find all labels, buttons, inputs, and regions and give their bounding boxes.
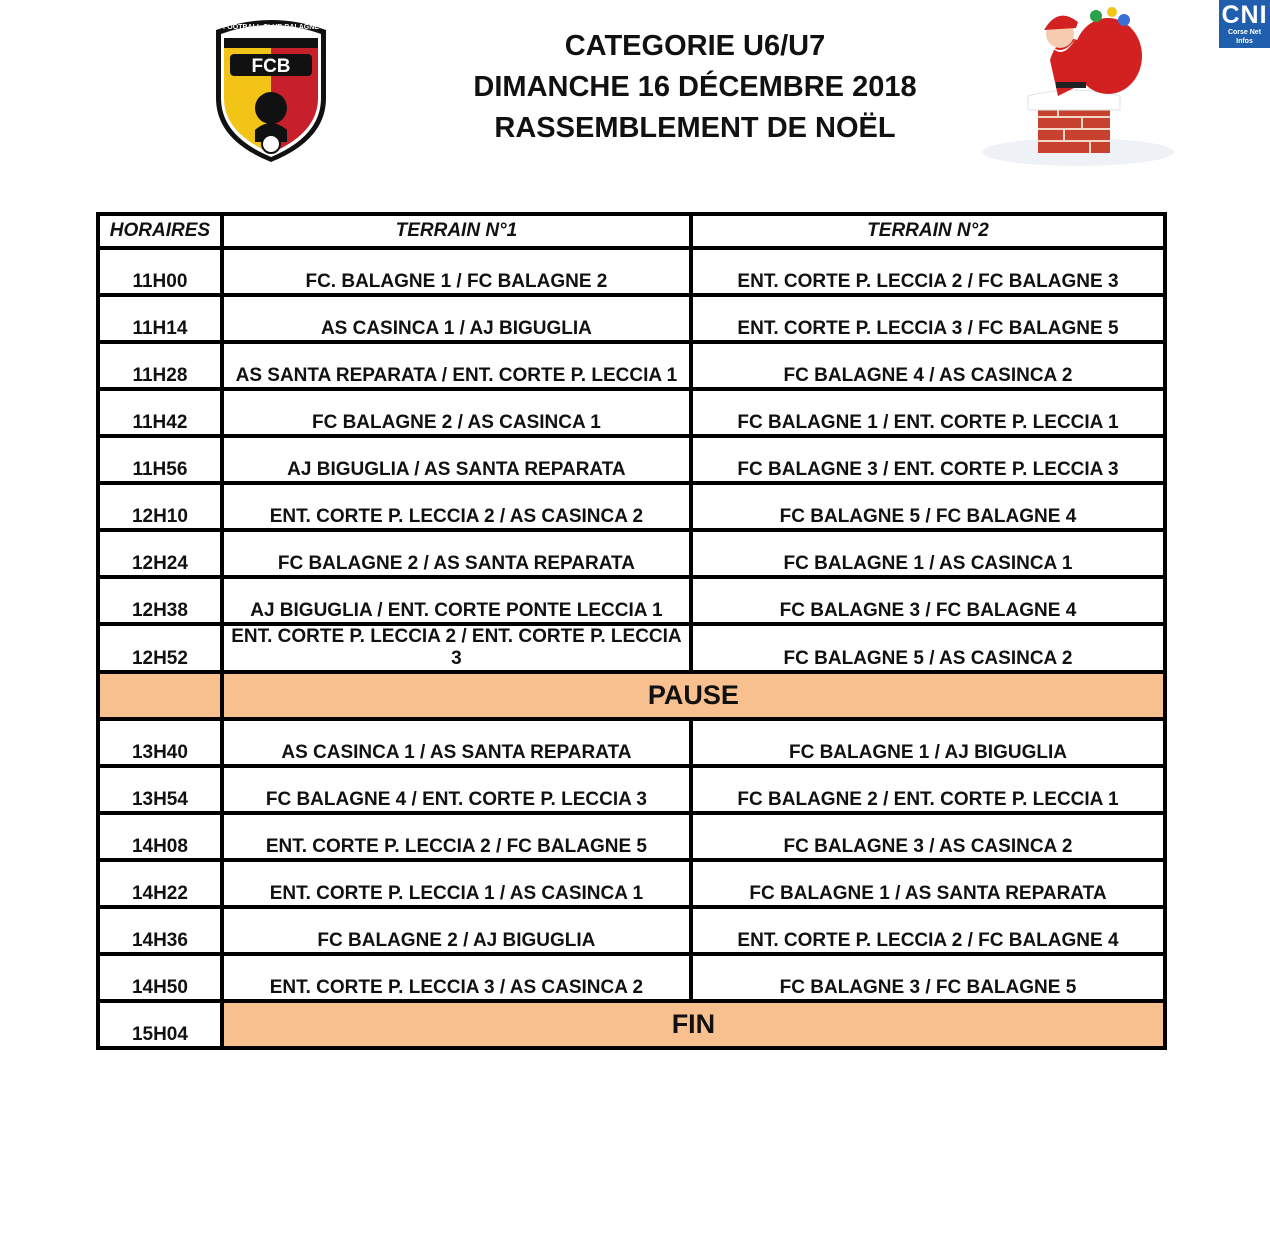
pause-label: PAUSE [222,672,1165,719]
time-cell: 12H24 [98,530,222,577]
terrain-2-match: ENT. CORTE P. LECCIA 2 / FC BALAGNE 3 [691,248,1165,295]
fcb-shield-icon [210,12,332,164]
time-cell: 12H52 [98,624,222,672]
table-row [98,719,1165,766]
terrain-1-match: FC BALAGNE 4 / ENT. CORTE P. LECCIA 3 [222,766,691,813]
time-cell: 13H54 [98,766,222,813]
table-header-row [98,214,1165,248]
santa-illustration [978,0,1178,175]
pause-time-cell [98,672,222,719]
terrain-1-match: FC BALAGNE 2 / AS CASINCA 1 [222,389,691,436]
terrain-1-match: AJ BIGUGLIA / AS SANTA REPARATA [222,436,691,483]
title-date: DIMANCHE 16 DÉCEMBRE 2018 [473,71,917,103]
terrain-1-match: AS SANTA REPARATA / ENT. CORTE P. LECCIA 1 [222,342,691,389]
table-row [98,813,1165,860]
terrain-2-match: FC BALAGNE 3 / FC BALAGNE 4 [691,577,1165,624]
cni-badge [1219,0,1270,48]
terrain-1-match: ENT. CORTE P. LECCIA 1 / AS CASINCA 1 [222,860,691,907]
pause-row [98,672,1165,719]
table-row [98,766,1165,813]
time-cell: 11H28 [98,342,222,389]
table-row [98,483,1165,530]
time-cell: 12H38 [98,577,222,624]
table-row [98,624,1165,672]
time-cell: 11H14 [98,295,222,342]
terrain-2-match: FC BALAGNE 1 / AS CASINCA 1 [691,530,1165,577]
table-row [98,342,1165,389]
terrain-2-match: ENT. CORTE P. LECCIA 2 / FC BALAGNE 4 [691,907,1165,954]
time-cell: 11H00 [98,248,222,295]
table-row [98,907,1165,954]
time-cell: 14H08 [98,813,222,860]
club-logo [210,12,332,164]
terrain-1-match: AS CASINCA 1 / AJ BIGUGLIA [222,295,691,342]
time-cell: 14H22 [98,860,222,907]
time-cell: 11H56 [98,436,222,483]
table-row [98,248,1165,295]
terrain-1-match: ENT. CORTE P. LECCIA 3 / AS CASINCA 2 [222,954,691,1001]
title-event: RASSEMBLEMENT DE NOËL [494,112,896,144]
table-row [98,389,1165,436]
terrain-2-match: FC BALAGNE 2 / ENT. CORTE P. LECCIA 1 [691,766,1165,813]
table-row [98,295,1165,342]
page-title [420,26,970,149]
end-time-cell: 15H04 [98,1001,222,1048]
santa-icon [978,0,1178,175]
terrain-1-match: FC. BALAGNE 1 / FC BALAGNE 2 [222,248,691,295]
terrain-2-match: FC BALAGNE 4 / AS CASINCA 2 [691,342,1165,389]
terrain-2-match: FC BALAGNE 1 / AS SANTA REPARATA [691,860,1165,907]
schedule-table [96,212,1167,1050]
terrain-2-match: FC BALAGNE 3 / FC BALAGNE 5 [691,954,1165,1001]
terrain-2-match: FC BALAGNE 3 / AS CASINCA 2 [691,813,1165,860]
terrain-2-match: FC BALAGNE 5 / AS CASINCA 2 [691,624,1165,672]
terrain-1-match: FC BALAGNE 2 / AJ BIGUGLIA [222,907,691,954]
column-header-horaires: HORAIRES [98,214,222,248]
time-cell: 14H36 [98,907,222,954]
end-row [98,1001,1165,1048]
table-row [98,954,1165,1001]
column-header-terrain-1: TERRAIN N°1 [222,214,691,248]
terrain-1-match: FC BALAGNE 2 / AS SANTA REPARATA [222,530,691,577]
svg-text:FOOTBALL CLUB BALAGNE: FOOTBALL CLUB BALAGNE [223,24,319,31]
terrain-1-match: AS CASINCA 1 / AS SANTA REPARATA [222,719,691,766]
table-row [98,530,1165,577]
end-label: FIN [222,1001,1165,1048]
terrain-2-match: ENT. CORTE P. LECCIA 3 / FC BALAGNE 5 [691,295,1165,342]
time-cell: 13H40 [98,719,222,766]
cni-badge-subtitle: Corse Net Infos [1227,29,1262,45]
cni-badge-title: CNI [1221,1,1268,29]
terrain-2-match: FC BALAGNE 3 / ENT. CORTE P. LECCIA 3 [691,436,1165,483]
column-header-terrain-2: TERRAIN N°2 [691,214,1165,248]
table-row [98,860,1165,907]
terrain-2-match: FC BALAGNE 1 / AJ BIGUGLIA [691,719,1165,766]
time-cell: 11H42 [98,389,222,436]
table-row [98,436,1165,483]
time-cell: 14H50 [98,954,222,1001]
terrain-1-match: ENT. CORTE P. LECCIA 2 / FC BALAGNE 5 [222,813,691,860]
terrain-1-match: ENT. CORTE P. LECCIA 2 / ENT. CORTE P. LECCIA 3 [222,624,691,672]
svg-text:FCB: FCB [251,56,291,77]
time-cell: 12H10 [98,483,222,530]
table-row [98,577,1165,624]
terrain-2-match: FC BALAGNE 5 / FC BALAGNE 4 [691,483,1165,530]
terrain-1-match: ENT. CORTE P. LECCIA 2 / AS CASINCA 2 [222,483,691,530]
title-category: CATEGORIE U6/U7 [564,30,826,62]
terrain-2-match: FC BALAGNE 1 / ENT. CORTE P. LECCIA 1 [691,389,1165,436]
terrain-1-match: AJ BIGUGLIA / ENT. CORTE PONTE LECCIA 1 [222,577,691,624]
